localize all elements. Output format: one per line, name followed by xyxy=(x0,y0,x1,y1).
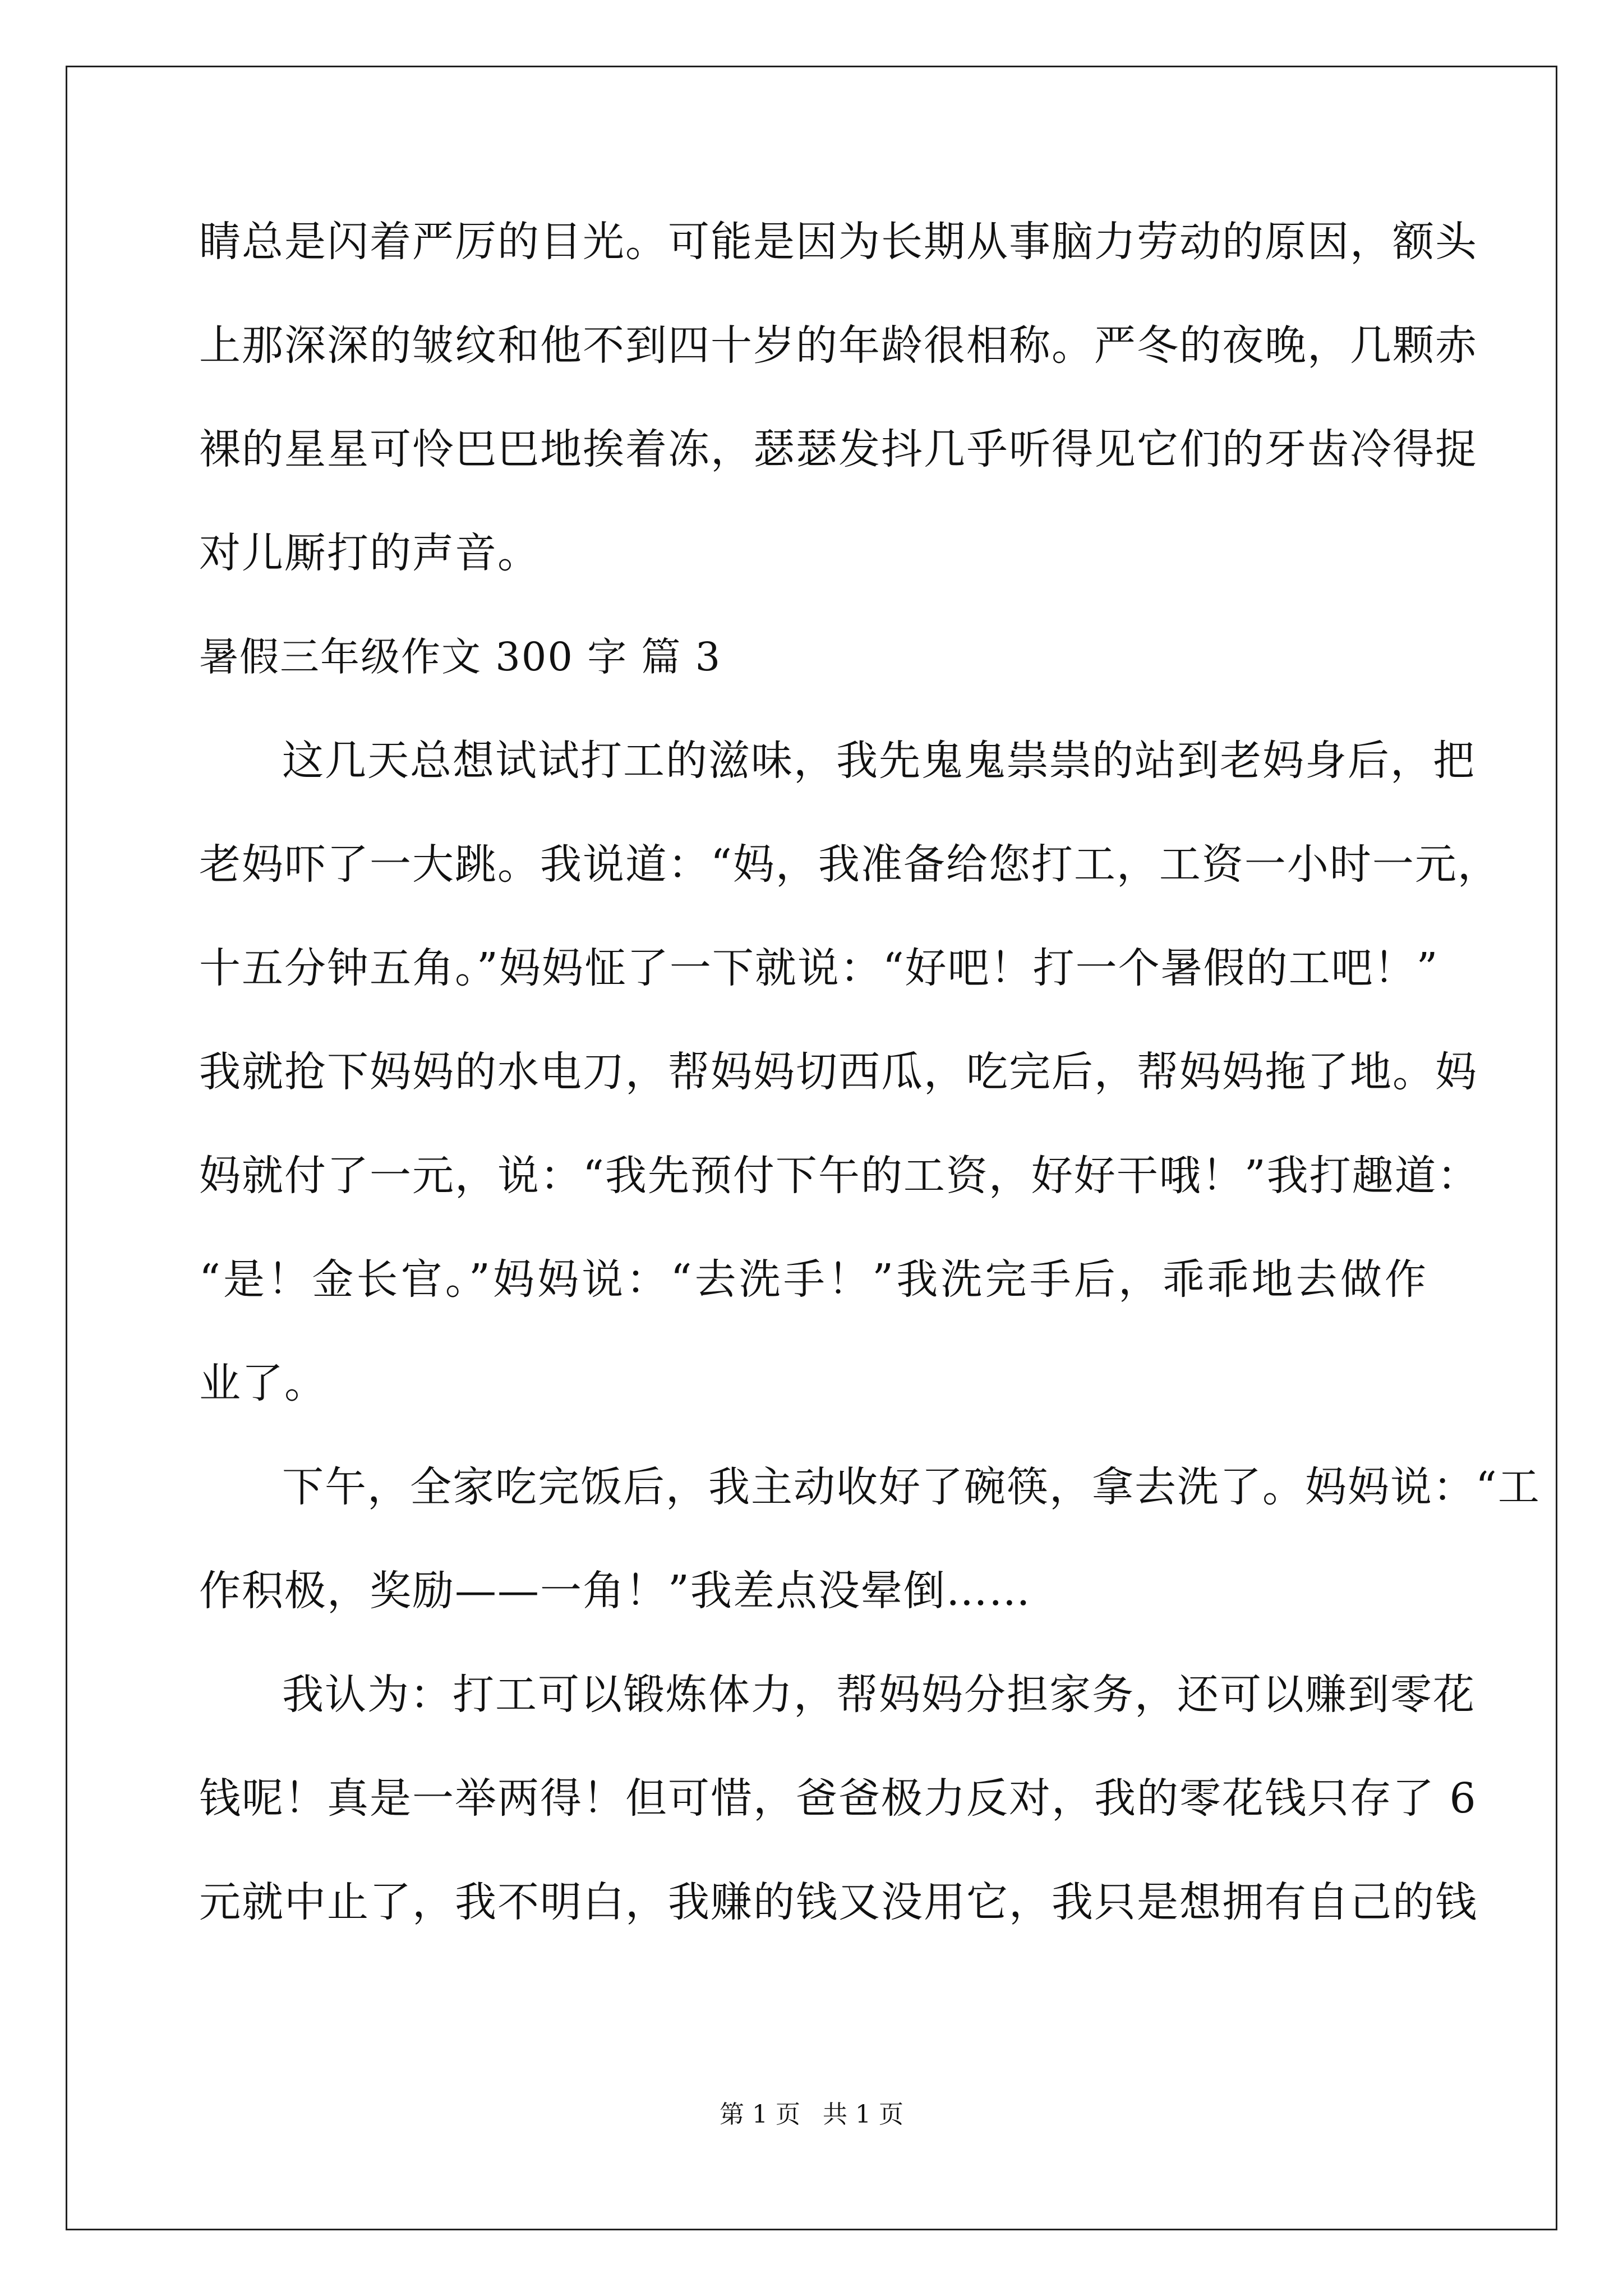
paragraph-line: 作积极，奖励——一角！”我差点没晕倒…… xyxy=(199,1567,1031,1615)
page-footer xyxy=(0,2098,1623,2132)
paragraph-line: 这几天总想试试打工的滋味，我先鬼鬼祟祟的站到老妈身后，把 xyxy=(282,737,1476,785)
paragraph-line: 我就抢下妈妈的水电刀，帮妈妈切西瓜，吃完后，帮妈妈拖了地。妈 xyxy=(199,1048,1478,1096)
text-line: 睛总是闪着严厉的目光。可能是因为长期从事脑力劳动的原因，额头 xyxy=(199,218,1478,266)
paragraph-line: 老妈吓了一大跳。我说道：“妈，我准备给您打工，工资一小时一元， xyxy=(199,840,1500,889)
paragraph-line: 业了。 xyxy=(199,1359,327,1407)
paragraph-line: 钱呢！真是一举两得！但可惜，爸爸极力反对，我的零花钱只存了 6 xyxy=(199,1774,1477,1823)
paragraph-line: 下午，全家吃完饭后，我主动收好了碗筷，拿去洗了。妈妈说：“工 xyxy=(282,1463,1541,1511)
text-line: 裸的星星可怜巴巴地挨着冻，瑟瑟发抖几乎听得见它们的牙齿冷得捉 xyxy=(199,425,1478,473)
paragraph-line: 十五分钟五角。”妈妈怔了一下就说：“好吧！打一个暑假的工吧！” xyxy=(199,944,1439,992)
page-number: 第 1 页 xyxy=(720,2100,800,2129)
paragraph-line: 元就中止了，我不明白，我赚的钱又没用它，我只是想拥有自己的钱 xyxy=(199,1878,1478,1926)
section-heading: 暑假三年级作文 300 字 篇 3 xyxy=(199,634,722,680)
paragraph-line: “是！金长官。”妈妈说：“去洗手！”我洗完手后，乖乖地去做作 xyxy=(199,1255,1427,1304)
text-line: 上那深深的皱纹和他不到四十岁的年龄很相称。严冬的夜晚，几颗赤 xyxy=(199,321,1478,370)
paragraph-line: 妈就付了一元，说：“我先预付下午的工资，好好干哦！”我打趣道： xyxy=(199,1152,1480,1200)
page-total: 共 1 页 xyxy=(823,2100,903,2129)
paragraph-line: 我认为：打工可以锻炼体力，帮妈妈分担家务，还可以赚到零花 xyxy=(282,1671,1476,1719)
text-line: 对儿厮打的声音。 xyxy=(199,529,540,577)
